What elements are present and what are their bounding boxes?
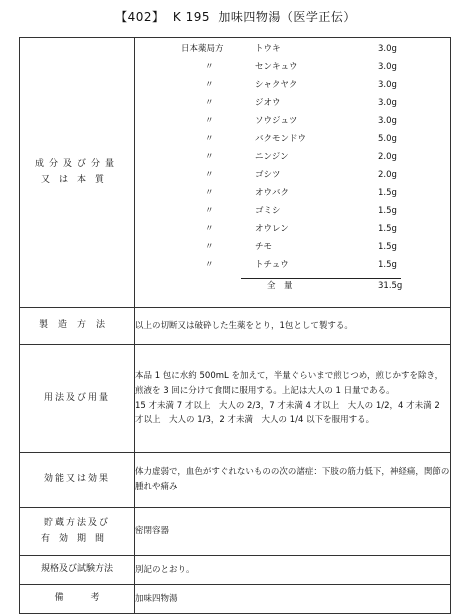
monograph-table (19, 37, 451, 614)
standards-label (20, 556, 135, 585)
ingredient-source: 〃 (205, 259, 214, 270)
composition-label-line1: 成分及び分量 (34, 159, 119, 170)
ingredient-source: 〃 (205, 61, 214, 72)
ingredient-row (143, 132, 442, 148)
ingredient-name: オウレン (255, 223, 289, 234)
ingredient-amount: 1.5g (378, 205, 397, 216)
ingredient-amount: 5.0g (378, 133, 397, 144)
composition-label-line2: 又は本質 (40, 174, 113, 185)
title-code: K 195 (172, 10, 210, 24)
ingredient-row (143, 96, 442, 112)
ingredient-name: バクモンドウ (255, 133, 307, 144)
ingredient-name: ゴミシ (255, 205, 281, 216)
total-row (143, 279, 442, 295)
total-label: 全 量 (267, 280, 293, 291)
ingredient-source: 日本薬局方 (181, 43, 224, 54)
ingredient-source: 〃 (205, 79, 214, 90)
ingredient-row (143, 60, 442, 76)
remarks-label (20, 585, 135, 614)
remarks-value: 加味四物湯 (135, 585, 451, 614)
ingredient-source: 〃 (205, 97, 214, 108)
usage-value (135, 345, 451, 453)
usage-text-1: 本品 1 包に水約 500mL を加えて，半量ぐらいまで煎じつめ，煎じかすを除き，煎液を 3 回に分けて食間に服用する。上記は大人の 1 日量である。 (135, 370, 444, 396)
standards-row (20, 556, 451, 585)
ingredient-amount: 2.0g (378, 169, 397, 180)
standards-value: 別記のとおり。 (135, 556, 451, 585)
ingredient-list (143, 42, 442, 304)
ingredient-amount: 3.0g (378, 79, 397, 90)
ingredient-source: 〃 (205, 223, 214, 234)
storage-value: 密閉容器 (135, 508, 451, 556)
ingredient-name: トウキ (255, 43, 281, 54)
usage-row (20, 345, 451, 453)
title-number: 【402】 (115, 10, 165, 24)
ingredient-row (143, 258, 442, 274)
ingredient-source: 〃 (205, 241, 214, 252)
remarks-row (20, 585, 451, 614)
ingredient-amount: 3.0g (378, 115, 397, 126)
ingredient-source: 〃 (205, 151, 214, 162)
composition-label (20, 38, 135, 308)
ingredient-name: トチュウ (255, 259, 289, 270)
ingredient-row (143, 78, 442, 94)
usage-label-text: 用法及び用量 (43, 392, 110, 403)
ingredient-source: 〃 (205, 187, 214, 198)
ingredient-source: 〃 (205, 133, 214, 144)
ingredient-amount: 1.5g (378, 187, 397, 198)
ingredient-name: ニンジン (255, 151, 289, 162)
usage-label (20, 345, 135, 453)
ingredient-amount: 3.0g (378, 43, 397, 54)
ingredient-source: 〃 (205, 169, 214, 180)
storage-label-line2: 有効期間 (40, 533, 113, 544)
efficacy-value: 体力虚弱で，血色がすぐれないものの次の諸症：下肢の筋力低下，神経痛，関節の腫れや痛み (135, 453, 451, 508)
manufacturing-label (20, 308, 135, 345)
ingredient-amount: 3.0g (378, 61, 397, 72)
ingredient-row (143, 240, 442, 256)
title-name: 加味四物湯（医学正伝） (218, 10, 356, 24)
ingredient-source: 〃 (205, 205, 214, 216)
ingredient-row (143, 168, 442, 184)
ingredient-row (143, 222, 442, 238)
ingredient-amount: 1.5g (378, 241, 397, 252)
remarks-label-text: 備 考 (54, 593, 100, 604)
manufacturing-value: 以上の切断又は破砕した生薬をとり，1包として製する。 (135, 308, 451, 345)
storage-row (20, 508, 451, 556)
ingredient-amount: 1.5g (378, 223, 397, 234)
manufacturing-row (20, 308, 451, 345)
efficacy-label (20, 453, 135, 508)
ingredient-amount: 2.0g (378, 151, 397, 162)
ingredient-name: チモ (255, 241, 273, 252)
ingredient-amount: 1.5g (378, 259, 397, 270)
efficacy-label-text: 効能又は効果 (43, 474, 110, 485)
efficacy-row (20, 453, 451, 508)
ingredient-amount: 3.0g (378, 97, 397, 108)
manufacturing-label-text: 製造方法 (38, 320, 115, 331)
ingredient-row (143, 42, 442, 58)
ingredient-name: ジオウ (255, 97, 281, 108)
ingredient-row (143, 186, 442, 202)
storage-label-line1: 貯蔵方法及び (43, 518, 110, 529)
ingredient-row (143, 114, 442, 130)
ingredient-row (143, 150, 442, 166)
composition-row (20, 38, 451, 308)
standards-label-text: 規格及び試験方法 (40, 564, 113, 575)
ingredient-name: ゴシツ (255, 169, 281, 180)
ingredient-source: 〃 (205, 115, 214, 126)
ingredient-name: シャクヤク (255, 79, 298, 90)
total-amount: 31.5g (378, 280, 403, 291)
usage-text-2: 15 才未満 7 才以上 大人の 2/3，7 才未満 4 才以上 大人の 1/2，4 才未満 2 才以上 大人の 1/3，2 才未満 大人の 1/4 以下を服用する。 (135, 400, 440, 426)
composition-value (135, 38, 451, 308)
ingredient-name: オウバク (255, 187, 290, 198)
ingredient-name: センキュウ (255, 61, 298, 72)
ingredient-row (143, 204, 442, 220)
document-title (0, 8, 471, 25)
ingredient-name: ソウジュツ (255, 115, 298, 126)
storage-label (20, 508, 135, 556)
